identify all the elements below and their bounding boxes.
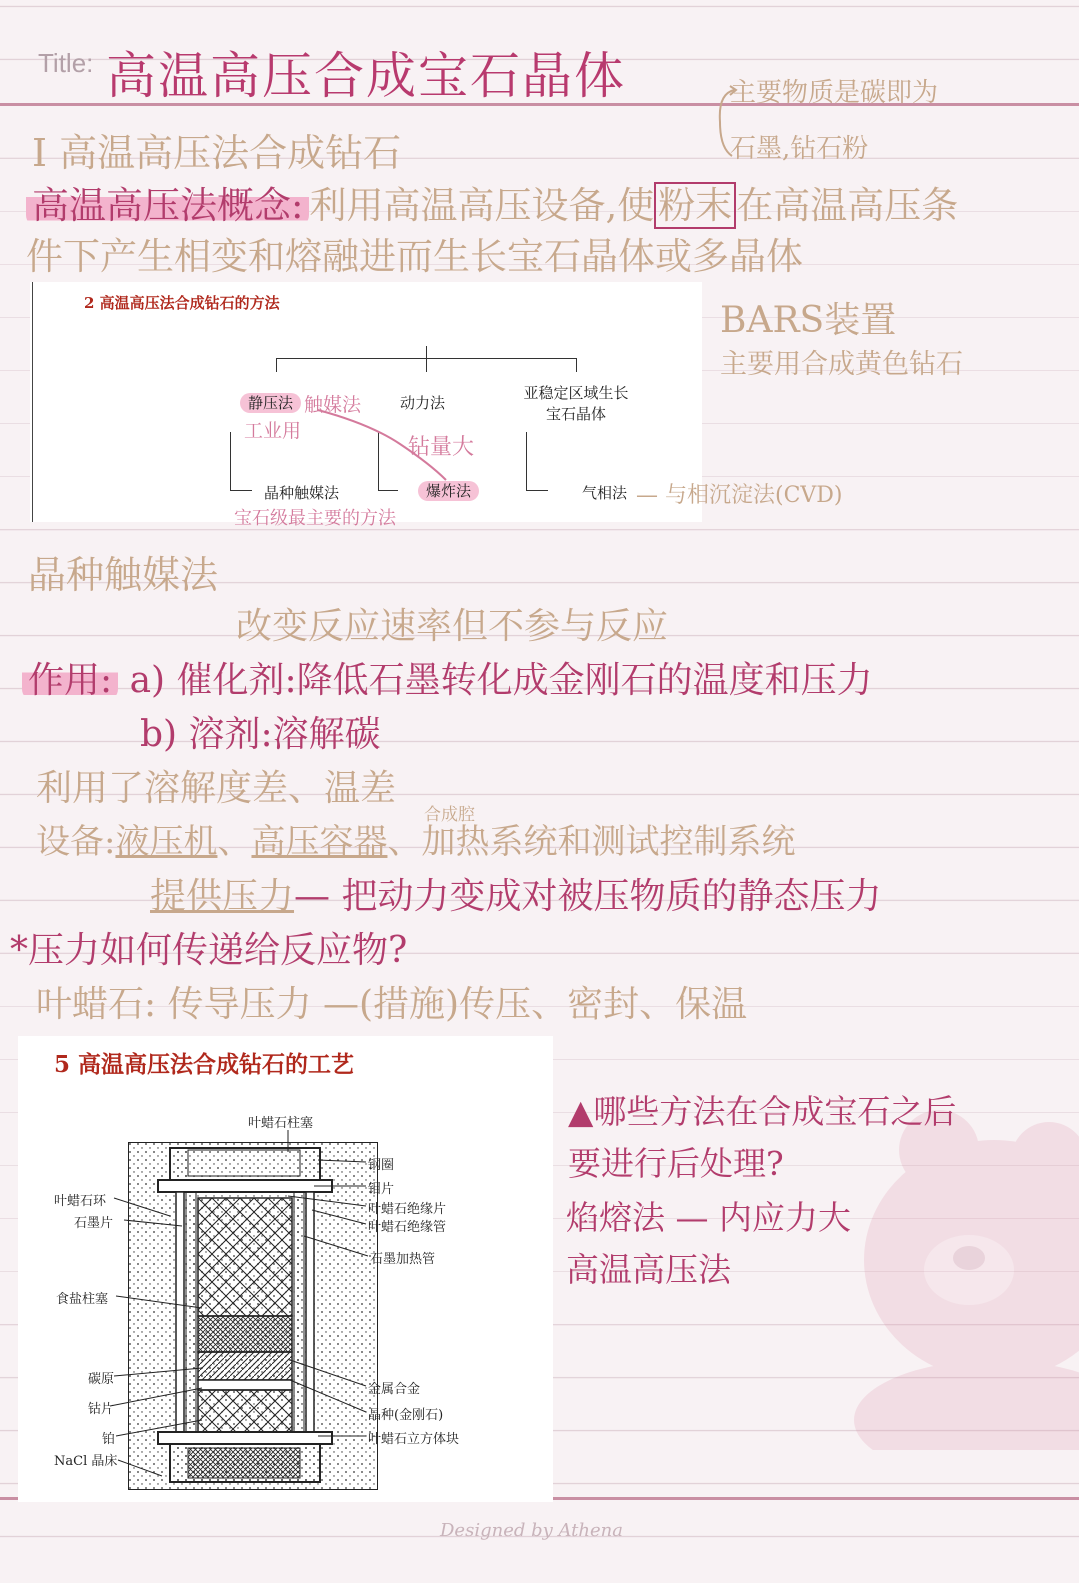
- bars-note-1: BARS装置: [720, 300, 897, 341]
- concept-text-a: 利用高温高压设备,使: [309, 184, 655, 227]
- label-steel-ring: 钢圈: [368, 1158, 395, 1173]
- node-seed: 晶种触媒法: [264, 484, 340, 502]
- process-diagram: [18, 1036, 553, 1502]
- node-static: 静压法: [240, 392, 301, 413]
- question-line: *压力如何传递给反应物?: [10, 930, 408, 971]
- section-heading: I 高温高压法合成钻石: [32, 131, 402, 175]
- sub-line-left-v: [230, 432, 231, 490]
- concept-label: 高温高压法概念:: [26, 184, 309, 227]
- seed-catalyst-note: 改变反应速率但不参与反应: [236, 606, 669, 647]
- label-salt-plug: 食盐柱塞: [56, 1292, 109, 1307]
- sub-line-left-h: [230, 490, 252, 491]
- equipment-sep: 、: [217, 822, 252, 862]
- sub-line-right-v: [526, 432, 527, 490]
- label-mo: 钼片: [368, 1182, 395, 1197]
- node-dynamic: 动力法: [400, 394, 446, 412]
- tree-branch-right: [576, 358, 577, 372]
- label-insul-tube: 叶蜡石绝缘管: [368, 1220, 447, 1235]
- concept-line-2: 件下产生相变和熔融进而生长宝石晶体或多晶体: [26, 235, 803, 278]
- equipment-label: 设备:: [36, 822, 116, 862]
- equipment-a: 液压机: [115, 822, 218, 862]
- pyrophyllite-line: 叶蜡石: 传导压力 —(措施)传压、密封、保温: [36, 984, 748, 1025]
- bars-note-2: 主要用合成黄色钻石: [720, 349, 963, 380]
- node-explosion: 爆炸法: [418, 480, 479, 501]
- ann-catalyst: 触媒法: [304, 394, 362, 416]
- tree-root-stem: [426, 346, 427, 358]
- seed-catalyst-heading: 晶种触媒法: [28, 553, 219, 597]
- ann-large-amount: 钻量大: [408, 435, 475, 460]
- label-cobalt: 钴片: [88, 1402, 115, 1417]
- sub-line-mid-h: [378, 490, 398, 491]
- label-cube: 叶蜡石立方体块: [368, 1432, 460, 1447]
- pressure-rest: — 把动力变成对被压物质的静态压力: [294, 876, 882, 917]
- label-ring: 叶蜡石环: [54, 1194, 107, 1209]
- label-carbon: 碳原: [88, 1372, 115, 1387]
- tree-branch-left: [276, 358, 277, 372]
- equipment-rest: 、加热系统和测试控制系统: [387, 822, 796, 862]
- ann-industry: 工业用: [244, 420, 302, 442]
- equipment-sup: 合成腔: [424, 805, 475, 825]
- function-line-a: [22, 652, 873, 703]
- equipment-b: 高压容器: [251, 822, 388, 862]
- leader-lines: [18, 1036, 553, 1502]
- equipment-line: [36, 814, 795, 863]
- page-title: 高温高压合成宝石晶体: [106, 47, 626, 105]
- question-box-line-2: 要进行后处理?: [568, 1144, 784, 1183]
- figure-edge-line: [32, 282, 33, 522]
- label-graphite-tube: 石墨加热管: [370, 1252, 436, 1267]
- figure2-caption: 5 高温高压法合成钻石的工艺: [54, 1051, 355, 1078]
- pressure-line: [150, 868, 881, 919]
- question-box-line-1: ▲哪些方法在合成宝石之后: [568, 1092, 957, 1131]
- function-label: 作用:: [22, 660, 118, 701]
- ann-curve-line: [310, 404, 460, 484]
- label-graphite-sheet: 石墨片: [74, 1216, 114, 1231]
- ann-cvd: — 与相沉淀法(CVD): [636, 483, 843, 508]
- sub-line-right-h: [526, 490, 548, 491]
- solubility-line: 利用了溶解度差、温差: [36, 768, 397, 809]
- node-metastable: 亚稳定区域生长 宝石晶体: [523, 384, 629, 423]
- label-alloy: 金属合金: [368, 1382, 421, 1397]
- node-gas: 气相法: [582, 484, 628, 502]
- label-insul-sheet: 叶蜡石绝缘片: [368, 1202, 447, 1217]
- bear-watermark-icon: [819, 1090, 1079, 1450]
- margin-note-2: 石墨,钻石粉: [730, 134, 869, 164]
- label-seed: 晶种(金刚石): [368, 1408, 444, 1423]
- question-box-line-3: 焰熔法 — 内应力大: [566, 1198, 851, 1237]
- concept-line-1: [26, 175, 958, 229]
- function-a: a) 催化剂:降低石墨转化成金刚石的温度和压力: [129, 660, 873, 701]
- pressure-label: 提供压力: [150, 876, 295, 917]
- margin-note-1: 主要物质是碳即为: [730, 78, 939, 108]
- tree-branch-mid: [426, 358, 427, 372]
- margin-note-arrow-icon: [712, 82, 742, 162]
- figure1-caption: 2 高温高压法合成钻石的方法: [84, 294, 280, 312]
- ann-gem: 宝石级最主要的方法: [234, 508, 396, 529]
- title-label: Title:: [38, 48, 94, 78]
- concept-text-b: 在高温高压条: [736, 184, 959, 227]
- concept-boxed: 粉末: [654, 182, 736, 229]
- label-nacl: NaCl 晶床: [54, 1454, 118, 1469]
- function-b: b) 溶剂:溶解碳: [140, 714, 381, 755]
- label-plug-top: 叶蜡石柱塞: [248, 1116, 314, 1131]
- label-pt: 铂: [102, 1432, 116, 1447]
- footer-credit: Designed by Athena: [440, 1520, 623, 1541]
- question-box-line-4: 高温高压法: [566, 1250, 731, 1289]
